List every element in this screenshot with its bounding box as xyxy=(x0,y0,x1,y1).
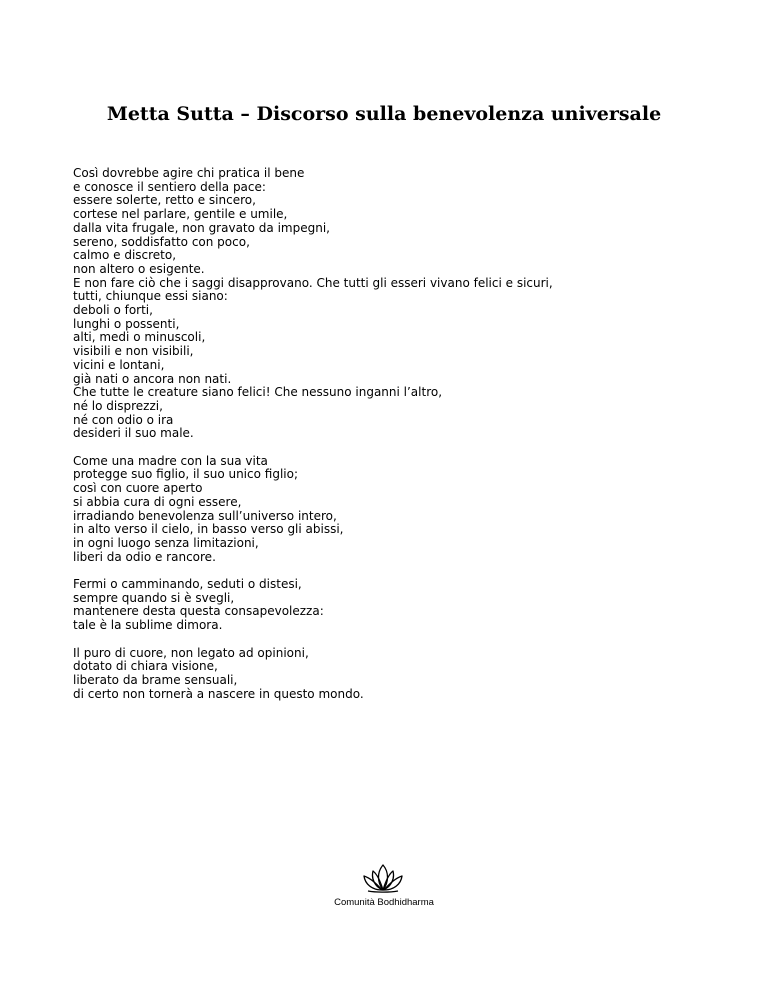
poem-line: tutti, chiunque essi siano: xyxy=(73,289,228,304)
poem-line: cortese nel parlare, gentile e umile, xyxy=(73,207,288,222)
poem-line: così con cuore aperto xyxy=(73,481,203,496)
lotus-icon xyxy=(360,863,406,893)
poem-line: si abbia cura di ogni essere, xyxy=(73,494,242,509)
poem-line: irradiando benevolenza sull’universo intero, xyxy=(73,508,337,523)
poem-line: né lo disprezzi, xyxy=(73,398,163,413)
page-title: Metta Sutta – Discorso sulla benevolenza universale xyxy=(106,103,662,125)
poem-line: già nati o ancora non nati. xyxy=(73,371,232,386)
poem-line: essere solerte, retto e sincero, xyxy=(73,193,256,208)
community-name: Comunità Bodhidharma xyxy=(334,897,434,908)
poem-line: alti, medi o minuscoli, xyxy=(73,330,206,345)
poem-line: di certo non tornerà a nascere in questo mondo. xyxy=(73,686,364,701)
poem-line: lunghi o possenti, xyxy=(73,316,180,331)
poem-line: Come una madre con la sua vita xyxy=(73,453,268,468)
poem-line: liberato da brame sensuali, xyxy=(73,672,238,687)
poem-line: in alto verso il cielo, in basso verso gli abissi, xyxy=(73,522,344,537)
poem-line: calmo e discreto, xyxy=(73,248,177,263)
poem-line: mantenere desta questa consapevolezza: xyxy=(73,604,324,619)
poem-stanza xyxy=(73,578,713,633)
poem-line: Il puro di cuore, non legato ad opinioni, xyxy=(73,645,309,660)
poem-line: non altero o esigente. xyxy=(73,261,205,276)
poem-stanza xyxy=(73,455,713,565)
poem-line: protegge suo figlio, il suo unico figlio; xyxy=(73,467,298,482)
poem-line: né con odio o ira xyxy=(73,412,174,427)
poem-line: deboli o forti, xyxy=(73,303,153,318)
poem-line: desideri il suo male. xyxy=(73,426,194,441)
poem-line: Che tutte le creature siano felici! Che nessuno inganni l’altro, xyxy=(73,385,443,400)
poem-line: in ogni luogo senza limitazioni, xyxy=(73,535,259,550)
poem-line: E non fare ciò che i saggi disapprovano. Che tutti gli esseri vivano felici e sicuri, xyxy=(73,275,553,290)
poem-line: sereno, soddisfatto con poco, xyxy=(73,234,250,249)
poem-line: dalla vita frugale, non gravato da impegni, xyxy=(73,220,330,235)
poem-line: Così dovrebbe agire chi pratica il bene xyxy=(73,166,305,180)
poem-line: e conosce il sentiero della pace: xyxy=(73,179,266,194)
poem-stanza xyxy=(73,647,713,702)
poem-line: liberi da odio e rancore. xyxy=(73,549,216,564)
poem-line: visibili e non visibili, xyxy=(73,344,194,359)
poem-line: Fermi o camminando, seduti o distesi, xyxy=(73,577,302,592)
poem-line: sempre quando si è svegli, xyxy=(73,590,235,605)
poem-stanza xyxy=(73,167,713,441)
poem-line: vicini e lontani, xyxy=(73,357,165,372)
poem-line: tale è la sublime dimora. xyxy=(73,618,223,633)
poem-line: dotato di chiara visione, xyxy=(73,659,218,674)
poem-body xyxy=(73,167,713,715)
